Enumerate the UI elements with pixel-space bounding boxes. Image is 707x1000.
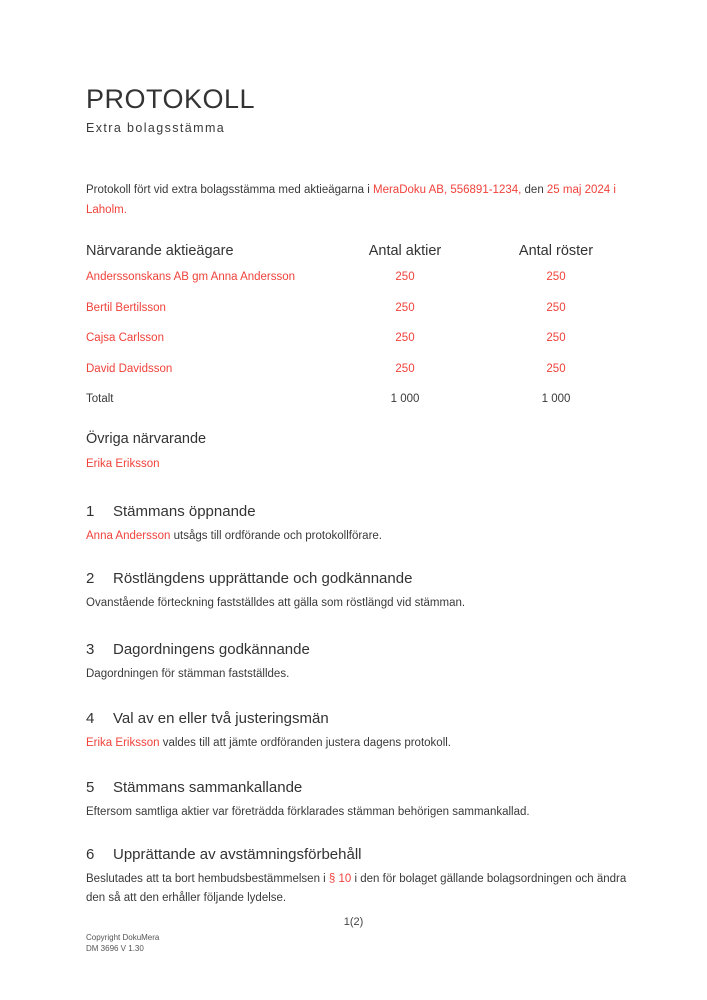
header-shares: Antal aktier [368, 243, 442, 259]
section-title: Röstlängdens upprättande och godkännande [113, 570, 413, 587]
total-votes: 1 000 [541, 393, 571, 405]
meeting-date-place-field: 25 maj 2024 i Laholm. [86, 184, 616, 216]
section-body [86, 870, 638, 908]
section-heading [86, 570, 646, 587]
shareholder-shares: 250 [395, 271, 415, 283]
section-heading [86, 503, 646, 520]
section-number: 3 [86, 641, 95, 658]
header-votes: Antal röster [518, 243, 594, 259]
shareholder-shares: 250 [395, 332, 415, 344]
other-attendees-heading: Övriga närvarande [86, 431, 207, 447]
total-label: Totalt [86, 393, 114, 405]
section-number: 6 [86, 846, 95, 863]
table-header-row [86, 243, 646, 268]
chairman-name-field: Anna Andersson [86, 530, 171, 542]
body-text: Beslutades att ta bort hembudsbestämmelsen i [86, 873, 329, 885]
section-title: Val av en eller två justeringsmän [113, 710, 329, 727]
company-name-field: MeraDoku AB, 556891-1234, [373, 184, 522, 196]
body-text: Dagordningen för stämman fastställdes. [86, 668, 290, 680]
body-text: Ovanstående förteckning fastställdes att gälla som röstlängd vid stämman. [86, 597, 466, 609]
adjuster-name-field: Erika Eriksson [86, 737, 160, 749]
section-heading [86, 641, 646, 658]
shareholder-name: Cajsa Carlsson [86, 332, 164, 344]
shareholder-name: David Davidsson [86, 362, 173, 375]
copyright-line2: DM 3696 V 1.30 [86, 943, 144, 953]
shareholder-name: Bertil Bertilsson [86, 301, 166, 314]
section-5 [86, 779, 646, 822]
body-text: valdes till att jämte ordföranden justera dagens protokoll. [159, 737, 451, 749]
page-number: 1(2) [343, 916, 364, 928]
table-row [86, 329, 646, 360]
section-6 [86, 846, 646, 908]
shareholder-votes: 250 [546, 301, 566, 314]
section-title: Upprättande av avstämningsförbehåll [113, 846, 362, 863]
shareholder-shares: 250 [395, 362, 415, 375]
section-heading [86, 779, 646, 796]
shareholder-name: Anderssonskans AB gm Anna Andersson [86, 271, 296, 283]
page-subtitle: Extra bolagsstämma [86, 121, 226, 135]
intro-paragraph [86, 181, 638, 220]
shareholder-votes: 250 [546, 362, 566, 375]
section-body [86, 665, 638, 684]
section-3 [86, 641, 646, 684]
copyright-notice [86, 933, 159, 954]
intro-text: Protokoll fört vid extra bolagsstämma med aktieägarna i [86, 184, 373, 196]
section-number: 4 [86, 710, 95, 727]
table-total-row [86, 390, 646, 421]
other-attendees-block [86, 431, 206, 470]
section-number: 2 [86, 570, 95, 587]
shareholder-votes: 250 [546, 271, 566, 283]
copyright-line1: Copyright DokuMera [86, 933, 160, 942]
section-1 [86, 503, 646, 546]
section-title: Stämmans sammankallande [113, 779, 303, 796]
section-heading [86, 710, 646, 727]
table-row [86, 360, 646, 391]
shareholder-shares: 250 [395, 301, 415, 314]
section-4 [86, 710, 646, 753]
other-attendee-name: Erika Eriksson [86, 458, 160, 470]
section-title: Dagordningens godkännande [113, 641, 310, 658]
paragraph-ref-field: § 10 [328, 873, 352, 885]
section-heading [86, 846, 646, 863]
body-text: utsågs till ordförande och protokollförare. [170, 530, 382, 542]
page-title: PROTOKOLL [86, 84, 256, 114]
section-body [86, 527, 638, 546]
table-row [86, 268, 646, 299]
section-title: Stämmans öppnande [113, 503, 256, 520]
section-number: 1 [86, 503, 95, 520]
table-row [86, 299, 646, 330]
body-text: i den för bolaget gällande bolagsordningen och ändra den så att den erhåller följande lydelse. [86, 873, 627, 904]
intro-text: den [521, 184, 547, 196]
header-shareholders: Närvarande aktieägare [86, 243, 234, 259]
section-number: 5 [86, 779, 95, 796]
section-2 [86, 570, 646, 613]
section-body [86, 594, 638, 613]
shareholder-votes: 250 [546, 332, 566, 344]
section-body [86, 734, 638, 753]
section-body [86, 803, 638, 822]
body-text: Eftersom samtliga aktier var företrädda förklarades stämman behörigen sammankallad. [86, 806, 530, 818]
total-shares: 1 000 [390, 393, 420, 405]
shareholder-table [86, 243, 646, 421]
